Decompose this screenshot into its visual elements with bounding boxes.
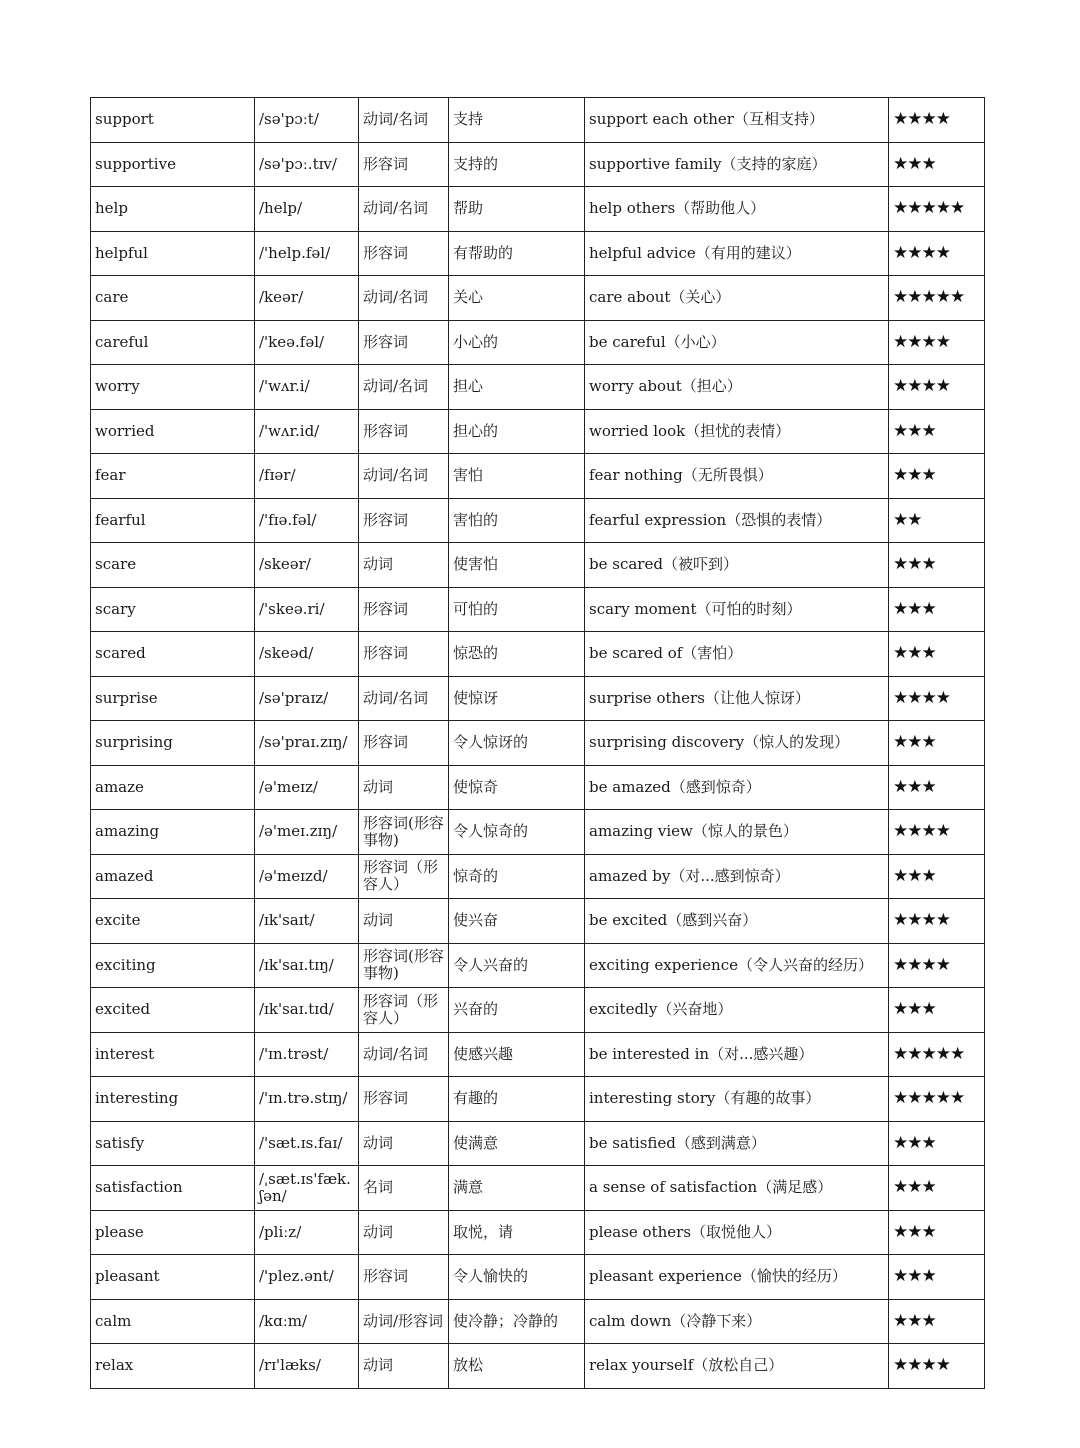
phonetic-cell: /kɑːm/: [255, 1299, 359, 1344]
part-of-speech-cell: 动词: [359, 1210, 449, 1255]
importance-stars-cell: ★★★: [889, 587, 985, 632]
meaning-cell: 帮助: [449, 187, 585, 232]
example-phrase-cell: surprise others（让他人惊讶）: [585, 676, 889, 721]
example-phrase-cell: be excited（感到兴奋）: [585, 899, 889, 944]
meaning-cell: 使感兴趣: [449, 1032, 585, 1077]
phonetic-cell: /ə'meɪz/: [255, 765, 359, 810]
meaning-cell: 惊恐的: [449, 632, 585, 677]
phonetic-cell: /ɪk'saɪt/: [255, 899, 359, 944]
table-row: [91, 1210, 985, 1255]
part-of-speech-cell: 名词: [359, 1166, 449, 1211]
importance-stars-cell: ★★★: [889, 988, 985, 1033]
meaning-cell: 担心的: [449, 409, 585, 454]
phonetic-cell: /ɪk'saɪ.tɪŋ/: [255, 943, 359, 988]
phonetic-cell: /fɪər/: [255, 454, 359, 499]
word-cell: supportive: [91, 142, 255, 187]
table-row: [91, 1032, 985, 1077]
part-of-speech-cell: 形容词（形容人）: [359, 988, 449, 1033]
part-of-speech-cell: 动词/形容词: [359, 1299, 449, 1344]
vocabulary-table: [90, 97, 985, 1389]
meaning-cell: 令人兴奋的: [449, 943, 585, 988]
table-row: [91, 1121, 985, 1166]
meaning-cell: 害怕: [449, 454, 585, 499]
word-cell: care: [91, 276, 255, 321]
example-phrase-cell: excitedly（兴奋地）: [585, 988, 889, 1033]
table-row: [91, 943, 985, 988]
phonetic-cell: /ˌsæt.ɪs'fæk.ʃən/: [255, 1166, 359, 1211]
part-of-speech-cell: 形容词: [359, 1255, 449, 1300]
example-phrase-cell: please others（取悦他人）: [585, 1210, 889, 1255]
meaning-cell: 小心的: [449, 320, 585, 365]
importance-stars-cell: ★★★: [889, 765, 985, 810]
part-of-speech-cell: 动词/名词: [359, 1032, 449, 1077]
phonetic-cell: /'wʌr.id/: [255, 409, 359, 454]
phonetic-cell: /sə'pɔːt/: [255, 98, 359, 143]
importance-stars-cell: ★★★★: [889, 943, 985, 988]
word-cell: satisfy: [91, 1121, 255, 1166]
table-row: [91, 409, 985, 454]
table-row: [91, 988, 985, 1033]
part-of-speech-cell: 形容词: [359, 721, 449, 766]
meaning-cell: 令人愉快的: [449, 1255, 585, 1300]
word-cell: fear: [91, 454, 255, 499]
meaning-cell: 支持的: [449, 142, 585, 187]
importance-stars-cell: ★★★: [889, 142, 985, 187]
phonetic-cell: /'skeə.ri/: [255, 587, 359, 632]
phonetic-cell: /'help.fəl/: [255, 231, 359, 276]
table-row: [91, 320, 985, 365]
table-row: [91, 1077, 985, 1122]
word-cell: worried: [91, 409, 255, 454]
word-cell: help: [91, 187, 255, 232]
importance-stars-cell: ★★★★★: [889, 276, 985, 321]
example-phrase-cell: helpful advice（有用的建议）: [585, 231, 889, 276]
part-of-speech-cell: 形容词: [359, 632, 449, 677]
meaning-cell: 使满意: [449, 1121, 585, 1166]
part-of-speech-cell: 形容词: [359, 1077, 449, 1122]
table-row: [91, 854, 985, 899]
example-phrase-cell: exciting experience（令人兴奋的经历）: [585, 943, 889, 988]
phonetic-cell: /sə'praɪz/: [255, 676, 359, 721]
meaning-cell: 使害怕: [449, 543, 585, 588]
word-cell: fearful: [91, 498, 255, 543]
word-cell: worry: [91, 365, 255, 410]
table-row: [91, 187, 985, 232]
importance-stars-cell: ★★★★: [889, 98, 985, 143]
example-phrase-cell: be interested in（对...感兴趣）: [585, 1032, 889, 1077]
table-row: [91, 454, 985, 499]
part-of-speech-cell: 形容词: [359, 142, 449, 187]
word-cell: interesting: [91, 1077, 255, 1122]
example-phrase-cell: be satisfied（感到满意）: [585, 1121, 889, 1166]
phonetic-cell: /help/: [255, 187, 359, 232]
part-of-speech-cell: 形容词(形容事物): [359, 943, 449, 988]
importance-stars-cell: ★★★★: [889, 365, 985, 410]
example-phrase-cell: fear nothing（无所畏惧）: [585, 454, 889, 499]
importance-stars-cell: ★★★★: [889, 320, 985, 365]
meaning-cell: 放松: [449, 1344, 585, 1389]
word-cell: exciting: [91, 943, 255, 988]
table-row: [91, 543, 985, 588]
meaning-cell: 支持: [449, 98, 585, 143]
example-phrase-cell: worry about（担心）: [585, 365, 889, 410]
word-cell: amazed: [91, 854, 255, 899]
meaning-cell: 兴奋的: [449, 988, 585, 1033]
meaning-cell: 关心: [449, 276, 585, 321]
vocabulary-table-body: [91, 98, 985, 1389]
example-phrase-cell: be scared（被吓到）: [585, 543, 889, 588]
part-of-speech-cell: 形容词（形容人）: [359, 854, 449, 899]
part-of-speech-cell: 动词: [359, 765, 449, 810]
importance-stars-cell: ★★★★★: [889, 1032, 985, 1077]
part-of-speech-cell: 动词/名词: [359, 676, 449, 721]
table-row: [91, 498, 985, 543]
word-cell: support: [91, 98, 255, 143]
word-cell: amazing: [91, 810, 255, 855]
importance-stars-cell: ★★★★: [889, 810, 985, 855]
phonetic-cell: /'sæt.ɪs.faɪ/: [255, 1121, 359, 1166]
example-phrase-cell: supportive family（支持的家庭）: [585, 142, 889, 187]
phonetic-cell: /sə'pɔː.tɪv/: [255, 142, 359, 187]
phonetic-cell: /'keə.fəl/: [255, 320, 359, 365]
example-phrase-cell: amazed by（对...感到惊奇）: [585, 854, 889, 899]
part-of-speech-cell: 形容词: [359, 409, 449, 454]
table-row: [91, 587, 985, 632]
phonetic-cell: /ə'meɪzd/: [255, 854, 359, 899]
word-cell: excite: [91, 899, 255, 944]
importance-stars-cell: ★★★★: [889, 676, 985, 721]
part-of-speech-cell: 动词: [359, 1344, 449, 1389]
meaning-cell: 使冷静；冷静的: [449, 1299, 585, 1344]
word-cell: please: [91, 1210, 255, 1255]
part-of-speech-cell: 动词: [359, 1121, 449, 1166]
importance-stars-cell: ★★★: [889, 1210, 985, 1255]
phonetic-cell: /keər/: [255, 276, 359, 321]
part-of-speech-cell: 形容词: [359, 587, 449, 632]
phonetic-cell: /ə'meɪ.zɪŋ/: [255, 810, 359, 855]
table-row: [91, 1255, 985, 1300]
example-phrase-cell: be scared of（害怕）: [585, 632, 889, 677]
meaning-cell: 令人惊奇的: [449, 810, 585, 855]
importance-stars-cell: ★★★: [889, 409, 985, 454]
example-phrase-cell: scary moment（可怕的时刻）: [585, 587, 889, 632]
part-of-speech-cell: 动词/名词: [359, 98, 449, 143]
part-of-speech-cell: 动词: [359, 899, 449, 944]
word-cell: calm: [91, 1299, 255, 1344]
importance-stars-cell: ★★★: [889, 1121, 985, 1166]
meaning-cell: 令人惊讶的: [449, 721, 585, 766]
table-row: [91, 810, 985, 855]
meaning-cell: 满意: [449, 1166, 585, 1211]
word-cell: excited: [91, 988, 255, 1033]
word-cell: careful: [91, 320, 255, 365]
example-phrase-cell: fearful expression（恐惧的表情）: [585, 498, 889, 543]
importance-stars-cell: ★★★: [889, 1299, 985, 1344]
part-of-speech-cell: 形容词: [359, 498, 449, 543]
phonetic-cell: /'ɪn.trəst/: [255, 1032, 359, 1077]
example-phrase-cell: help others（帮助他人）: [585, 187, 889, 232]
table-row: [91, 142, 985, 187]
table-row: [91, 365, 985, 410]
meaning-cell: 使惊讶: [449, 676, 585, 721]
table-row: [91, 899, 985, 944]
table-row: [91, 765, 985, 810]
table-row: [91, 276, 985, 321]
table-row: [91, 1299, 985, 1344]
importance-stars-cell: ★★★★★: [889, 1077, 985, 1122]
importance-stars-cell: ★★★★: [889, 899, 985, 944]
example-phrase-cell: care about（关心）: [585, 276, 889, 321]
importance-stars-cell: ★★★: [889, 1255, 985, 1300]
word-cell: helpful: [91, 231, 255, 276]
part-of-speech-cell: 动词: [359, 543, 449, 588]
phonetic-cell: /'fɪə.fəl/: [255, 498, 359, 543]
example-phrase-cell: worried look（担忧的表情）: [585, 409, 889, 454]
table-row: [91, 231, 985, 276]
word-cell: surprising: [91, 721, 255, 766]
phonetic-cell: /skeəd/: [255, 632, 359, 677]
word-cell: interest: [91, 1032, 255, 1077]
importance-stars-cell: ★★★: [889, 721, 985, 766]
example-phrase-cell: be careful（小心）: [585, 320, 889, 365]
phonetic-cell: /ɪk'saɪ.tɪd/: [255, 988, 359, 1033]
table-row: [91, 721, 985, 766]
part-of-speech-cell: 动词/名词: [359, 187, 449, 232]
phonetic-cell: /pliːz/: [255, 1210, 359, 1255]
meaning-cell: 害怕的: [449, 498, 585, 543]
meaning-cell: 取悦，请: [449, 1210, 585, 1255]
importance-stars-cell: ★★★: [889, 1166, 985, 1211]
word-cell: scare: [91, 543, 255, 588]
word-cell: satisfaction: [91, 1166, 255, 1211]
table-row: [91, 1166, 985, 1211]
phonetic-cell: /rɪ'læks/: [255, 1344, 359, 1389]
part-of-speech-cell: 动词/名词: [359, 454, 449, 499]
importance-stars-cell: ★★★★: [889, 231, 985, 276]
example-phrase-cell: support each other（互相支持）: [585, 98, 889, 143]
part-of-speech-cell: 动词/名词: [359, 365, 449, 410]
phonetic-cell: /'ɪn.trə.stɪŋ/: [255, 1077, 359, 1122]
meaning-cell: 有帮助的: [449, 231, 585, 276]
example-phrase-cell: pleasant experience（愉快的经历）: [585, 1255, 889, 1300]
word-cell: scary: [91, 587, 255, 632]
example-phrase-cell: be amazed（感到惊奇）: [585, 765, 889, 810]
meaning-cell: 有趣的: [449, 1077, 585, 1122]
part-of-speech-cell: 形容词(形容事物): [359, 810, 449, 855]
importance-stars-cell: ★★★★★: [889, 187, 985, 232]
example-phrase-cell: relax yourself（放松自己）: [585, 1344, 889, 1389]
phonetic-cell: /sə'praɪ.zɪŋ/: [255, 721, 359, 766]
part-of-speech-cell: 形容词: [359, 320, 449, 365]
example-phrase-cell: interesting story（有趣的故事）: [585, 1077, 889, 1122]
importance-stars-cell: ★★★: [889, 543, 985, 588]
importance-stars-cell: ★★★: [889, 454, 985, 499]
word-cell: pleasant: [91, 1255, 255, 1300]
table-row: [91, 1344, 985, 1389]
phonetic-cell: /'plez.ənt/: [255, 1255, 359, 1300]
meaning-cell: 惊奇的: [449, 854, 585, 899]
word-cell: amaze: [91, 765, 255, 810]
phonetic-cell: /skeər/: [255, 543, 359, 588]
example-phrase-cell: surprising discovery（惊人的发现）: [585, 721, 889, 766]
part-of-speech-cell: 动词/名词: [359, 276, 449, 321]
meaning-cell: 使惊奇: [449, 765, 585, 810]
part-of-speech-cell: 形容词: [359, 231, 449, 276]
importance-stars-cell: ★★★★: [889, 1344, 985, 1389]
importance-stars-cell: ★★★: [889, 632, 985, 677]
example-phrase-cell: amazing view（惊人的景色）: [585, 810, 889, 855]
word-cell: surprise: [91, 676, 255, 721]
phonetic-cell: /'wʌr.i/: [255, 365, 359, 410]
importance-stars-cell: ★★: [889, 498, 985, 543]
table-row: [91, 676, 985, 721]
meaning-cell: 担心: [449, 365, 585, 410]
word-cell: relax: [91, 1344, 255, 1389]
meaning-cell: 使兴奋: [449, 899, 585, 944]
table-row: [91, 98, 985, 143]
table-row: [91, 632, 985, 677]
meaning-cell: 可怕的: [449, 587, 585, 632]
example-phrase-cell: calm down（冷静下来）: [585, 1299, 889, 1344]
example-phrase-cell: a sense of satisfaction（满足感）: [585, 1166, 889, 1211]
word-cell: scared: [91, 632, 255, 677]
importance-stars-cell: ★★★: [889, 854, 985, 899]
